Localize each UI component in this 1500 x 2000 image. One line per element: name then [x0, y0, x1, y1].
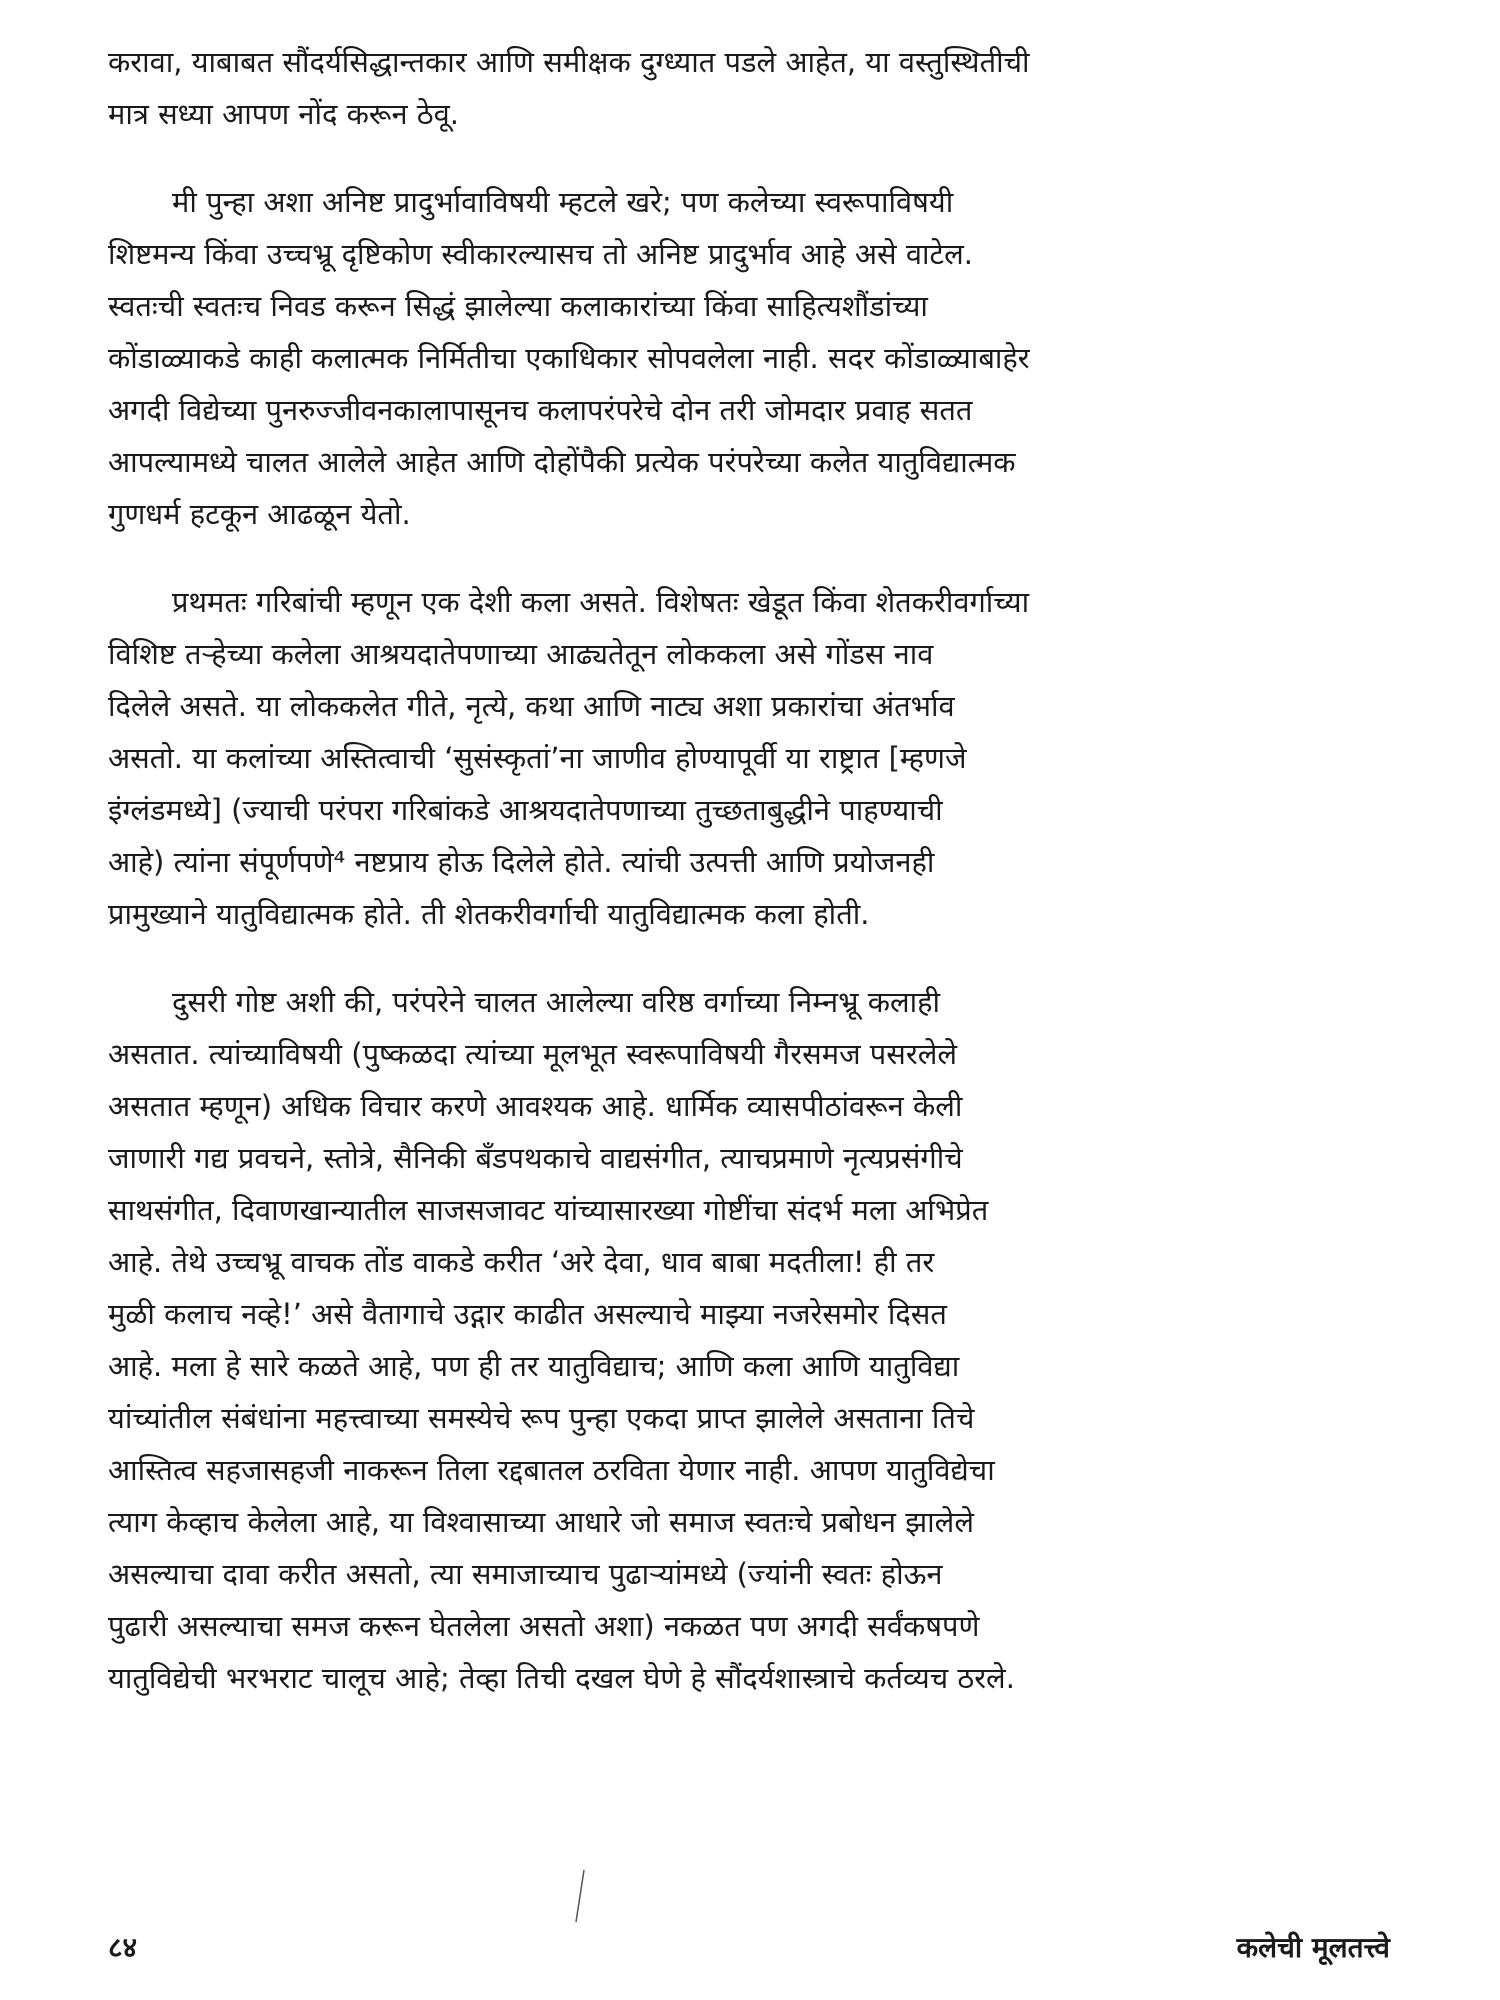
- text-line: असल्याचा दावा करीत असतो, त्या समाजाच्याच पुढाऱ्यांमध्ये (ज्यांनी स्वतः होऊन: [108, 1557, 943, 1591]
- text-line: आहे. तेथे उच्चभ्रू वाचक तोंड वाकडे करीत ‘अरे देवा, धाव बाबा मदतीला! ही तर: [108, 1245, 935, 1279]
- paragraph: [108, 36, 1390, 140]
- paragraph-gap: [108, 540, 1390, 576]
- text-line: साथसंगीत, दिवाणखान्यातील साजसजावट यांच्यासारख्या गोष्टींचा संदर्भ मला अभिप्रेत: [108, 1193, 989, 1227]
- text-line: दिलेले असते. या लोककलेत गीते, नृत्ये, कथा आणि नाट्य अशा प्रकारांचा अंतर्भाव: [108, 689, 955, 723]
- paragraph-gap: [108, 140, 1390, 176]
- text-line: इंग्लंडमध्ये] (ज्याची परंपरा गरिबांकडे आश्रयदातेपणाच्या तुच्छताबुद्धीने पाहण्याची: [108, 793, 943, 827]
- text-line: दुसरी गोष्ट अशी की, परंपरेने चालत आलेल्या वरिष्ठ वर्गाच्या निम्नभ्रू कलाही: [172, 985, 941, 1019]
- text-line: गुणधर्म हटकून आढळून येतो.: [108, 497, 411, 531]
- text-line: अगदी विद्येच्या पुनरुज्जीवनकालापासूनच कलापरंपरेचे दोन तरी जोमदार प्रवाह सतत: [108, 393, 973, 427]
- text-line: असतात. त्यांच्याविषयी (पुष्कळदा त्यांच्या मूलभूत स्वरूपाविषयी गैरसमज पसरलेले: [108, 1037, 958, 1071]
- paragraph: [108, 976, 1390, 1704]
- paragraph: [108, 576, 1390, 940]
- text-line: करावा, याबाबत सौंदर्यसिद्धान्तकार आणि समीक्षक दुग्ध्यात पडले आहेत, या वस्तुस्थितीची: [108, 45, 1030, 79]
- paragraph-gap: [108, 940, 1390, 976]
- paragraph: [108, 176, 1390, 540]
- text-line: प्रथमतः गरिबांची म्हणून एक देशी कला असते. विशेषतः खेडूत किंवा शेतकरीवर्गाच्या: [172, 585, 1030, 619]
- text-line: स्वतःची स्वतःच निवड करून सिद्धं झालेल्या कलाकारांच्या किंवा साहित्यशौंडांच्या: [108, 289, 928, 323]
- page-footer: [108, 1928, 1390, 1968]
- text-line: आहे. मला हे सारे कळते आहे, पण ही तर यातुविद्याच; आणि कला आणि यातुविद्या: [108, 1349, 960, 1383]
- page-number: ८४: [108, 1931, 138, 1964]
- text-line: मात्र सध्या आपण नोंद करून ठेवू.: [108, 97, 459, 131]
- text-line: विशिष्ट तऱ्हेच्या कलेला आश्रयदातेपणाच्या आढ्यतेतून लोककला असे गोंडस नाव: [108, 637, 934, 671]
- stray-pen-mark: [570, 1866, 590, 1926]
- text-line: आहे) त्यांना संपूर्णपणे⁴ नष्टप्राय होऊ दिलेले होते. त्यांची उत्पत्ती आणि प्रयोजनही: [108, 845, 935, 879]
- text-line: असतात म्हणून) अधिक विचार करणे आवश्यक आहे. धार्मिक व्यासपीठांवरून केली: [108, 1089, 963, 1123]
- text-line: कोंडाळ्याकडे काही कलात्मक निर्मितीचा एकाधिकार सोपवलेला नाही. सदर कोंडाळ्याबाहेर: [108, 341, 1030, 375]
- text-line: आस्तित्व सहजासहजी नाकरून तिला रद्दबातल ठरविता येणार नाही. आपण यातुविद्येचा: [108, 1453, 995, 1487]
- text-line: जाणारी गद्य प्रवचने, स्तोत्रे, सैनिकी बँडपथकाचे वाद्यसंगीत, त्याचप्रमाणे नृत्यप्रसंगीचे: [108, 1141, 963, 1175]
- text-line: मुळी कलाच नव्हे!’ असे वैतागाचे उद्गार काढीत असल्याचे माझ्या नजरेसमोर दिसत: [108, 1297, 947, 1331]
- text-line: त्याग केव्हाच केलेला आहे, या विश्वासाच्या आधारे जो समाज स्वतःचे प्रबोधन झालेले: [108, 1505, 974, 1539]
- text-line: असतो. या कलांच्या अस्तित्वाची ‘सुसंस्कृतां’ना जाणीव होण्यापूर्वी या राष्ट्रात [म्हणजे: [108, 741, 967, 775]
- running-title: कलेची मूलतत्त्वे: [1236, 1931, 1390, 1964]
- text-line: शिष्टमन्य किंवा उच्चभ्रू दृष्टिकोण स्वीकारल्यासच तो अनिष्ट प्रादुर्भाव आहे असे वाटेल.: [108, 237, 973, 271]
- text-line: प्रामुख्याने यातुविद्यात्मक होते. ती शेतकरीवर्गाची यातुविद्यात्मक कला होती.: [108, 897, 870, 931]
- body-text: [108, 36, 1390, 1704]
- text-line: आपल्यामध्ये चालत आलेले आहेत आणि दोहोंपैकी प्रत्येक परंपरेच्या कलेत यातुविद्यात्मक: [108, 445, 1016, 479]
- text-line: यातुविद्येची भरभराट चालूच आहे; तेव्हा तिची दखल घेणे हे सौंदर्यशास्त्राचे कर्तव्यच ठरले.: [108, 1661, 1015, 1695]
- text-line: मी पुन्हा अशा अनिष्ट प्रादुर्भावाविषयी म्हटले खरे; पण कलेच्या स्वरूपाविषयी: [172, 185, 954, 219]
- text-line: यांच्यांतील संबंधांना महत्त्वाच्या समस्येचे रूप पुन्हा एकदा प्राप्त झालेले असताना तिचे: [108, 1401, 975, 1435]
- text-line: पुढारी असल्याचा समज करून घेतलेला असतो अशा) नकळत पण अगदी सर्वंकषपणे: [108, 1609, 980, 1643]
